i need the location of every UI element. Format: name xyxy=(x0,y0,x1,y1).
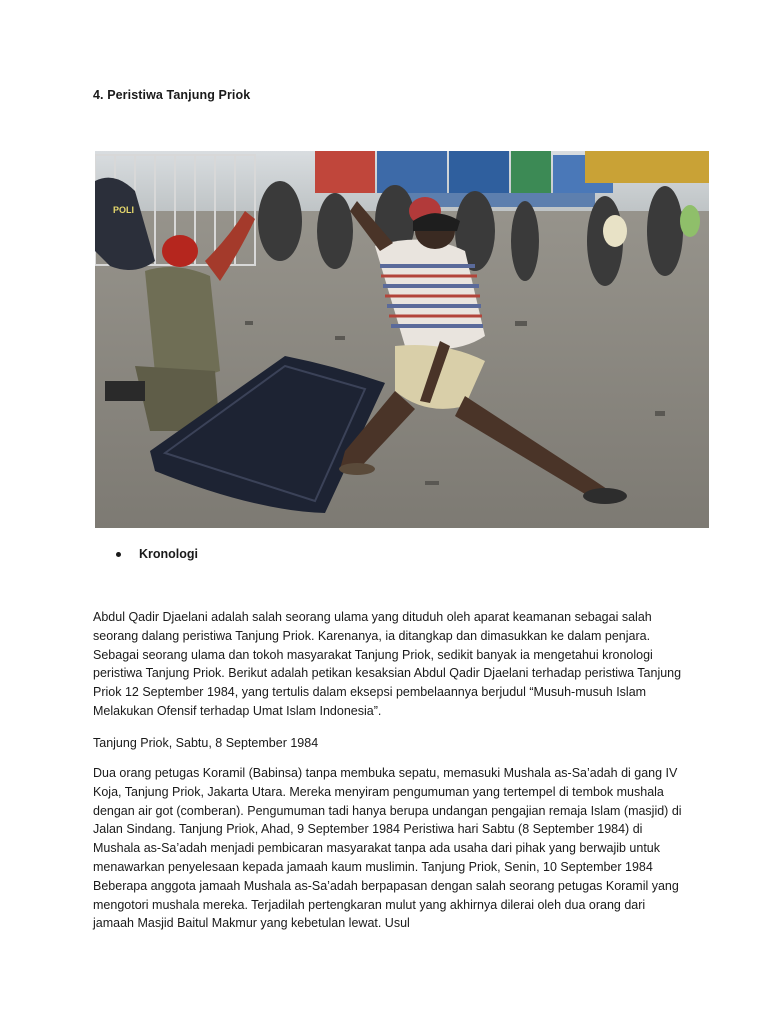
bullet-item-kronologi xyxy=(116,547,198,561)
bullet-icon xyxy=(116,552,121,557)
paragraph-chronology: Dua orang petugas Koramil (Babinsa) tanpa membuka sepatu, memasuki Mushala as-Sa’adah di gang IV Koja, Tanjung Priok, Jakarta Utara. Mereka menyiram pengumuman yang tertempel di tembok mushala dengan air got (comberan). Pengumuman tadi hanya berupa undangan pengajian remaja Islam (masjid) di Jalan Sindang. Tanjung Priok, Ahad, 9 September 1984 Peristiwa hari Sabtu (8 September 1984) di Mushala as-Sa’adah menjadi pembicaran masyarakat tanpa ada usaha dari pihak yang berwajib untuk menawarkan penyelesaan kepada jamaah kaum muslimin. Tanjung Priok, Senin, 10 September 1984 Beberapa anggota jamaah Mushala as-Sa’adah berpapasan dengan salah seorang petugas Koramil yang mengotori mushala mereka. Terjadilah pertengkaran mulut yang akhirnya dilerai oleh dua orang dari jamaah Masjid Baitul Makmur yang kebetulan lewat. Usul xyxy=(93,766,682,931)
shield-label-1: POLI xyxy=(113,205,135,215)
paragraph-intro: Abdul Qadir Djaelani adalah salah seorang ulama yang dituduh oleh aparat keamanan sebagai salah seorang dalang peristiwa Tanjung Priok. Karenanya, ia ditangkap dan dimasukkan ke dalam penjara. Sebagai seorang ulama dan tokoh masyarakat Tanjung Priok, sedikit banyak ia mengetahui kronologi peristiwa Tanjung Priok. Berikut adalah petikan kesaksian Abdul Qadir Djaelani terhadap peristiwa Tanjung Priok 12 September 1984, yang tertulis dalam eksepsi pembelaannya berjudul “Musuh-musuh Islam Melakukan Ofensif terhadap Umat Islam Indonesia”. xyxy=(93,610,682,718)
news-photo xyxy=(95,151,709,528)
paragraph-date: Tanjung Priok, Sabtu, 8 September 1984 xyxy=(93,736,319,750)
bullet-label: Kronologi xyxy=(139,547,199,561)
section-heading: 4. Peristiwa Tanjung Priok xyxy=(93,88,251,102)
